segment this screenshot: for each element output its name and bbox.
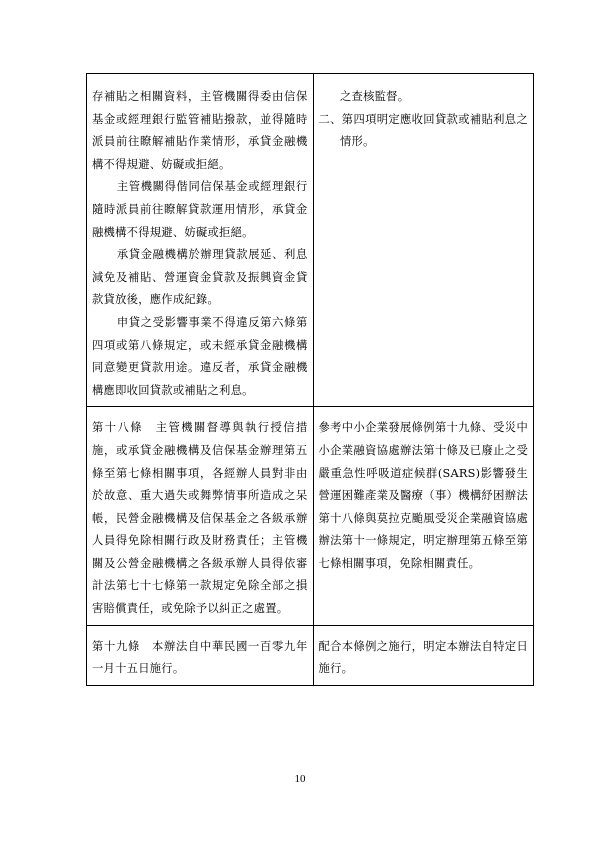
article-18-text: 第十八條 主管機關督導與執行授信措施，或承貸金融機構及信保基金辦理第五條至第七條相關事項，各經辦人員對非由於故意、重大過失或舞弊情事所造成之呆帳，民營金融機構及信保基金之各級承辦人員得免除相關行政及財務責任；主管機關及公營金融機構之各級承辦人員得依審計法第七十七條第一款規定免除全部之損害賠償責任，或免除予以糾正之處置。 <box>92 421 308 616</box>
page-number: 10 <box>294 773 306 785</box>
article-18-explanation: 參考中小企業發展條例第十九條、受災中小企業融資協處辦法第十條及已廢止之受嚴重急性呼吸道症候群(SARS)影響發生營運困難產業及醫療（事）機構紓困辦法第十八條與莫拉克颱風受災企業融資協處辦法第十一條規定，明定辦理第五條至第七條相關事項，免除相關責任。 <box>318 421 528 570</box>
provision-cell <box>87 625 314 685</box>
article-19-text: 第十九條 本辦法自中華民國一百零九年一月十五日施行。 <box>92 639 308 676</box>
provision-paragraph: 存補貼之相關資料，主管機關得委由信保基金或經理銀行監管補貼撥款，並得隨時派員前往瞭解補貼作業情形，承貸金融機構不得規避、妨礙或拒絕。 <box>92 90 308 171</box>
explanation-cell <box>313 407 533 625</box>
provision-cell <box>87 407 314 625</box>
article-19-explanation: 配合本條例之施行，明定本辦法自特定日施行。 <box>318 639 528 676</box>
explanation-cell <box>313 74 533 407</box>
explanation-cell <box>313 625 533 685</box>
provision-paragraph: 承貸金融機構於辦理貸款展延、利息減免及補貼、營運資金貸款及振興資金貸款貸放後，應作成紀錄。 <box>92 248 308 307</box>
provision-cell <box>87 74 314 407</box>
table-row <box>87 74 534 407</box>
explanation-item: 二、第四項明定應收回貸款或補貼利息之情形。 <box>318 112 528 149</box>
table-row <box>87 407 534 625</box>
explanation-continuation: 之查核監督。 <box>339 90 410 103</box>
provision-paragraph: 主管機關得偕同信保基金或經理銀行隨時派員前往瞭解貸款運用情形，承貸金融機構不得規避、妨礙或拒絕。 <box>92 180 308 239</box>
article-comparison-table <box>86 73 534 686</box>
provision-paragraph: 申貸之受影響事業不得違反第六條第四項或第八條規定，或未經承貸金融機構同意變更貸款用途。違反者，承貸金融機構應即收回貸款或補貼之利息。 <box>92 315 308 397</box>
table-row <box>87 625 534 685</box>
